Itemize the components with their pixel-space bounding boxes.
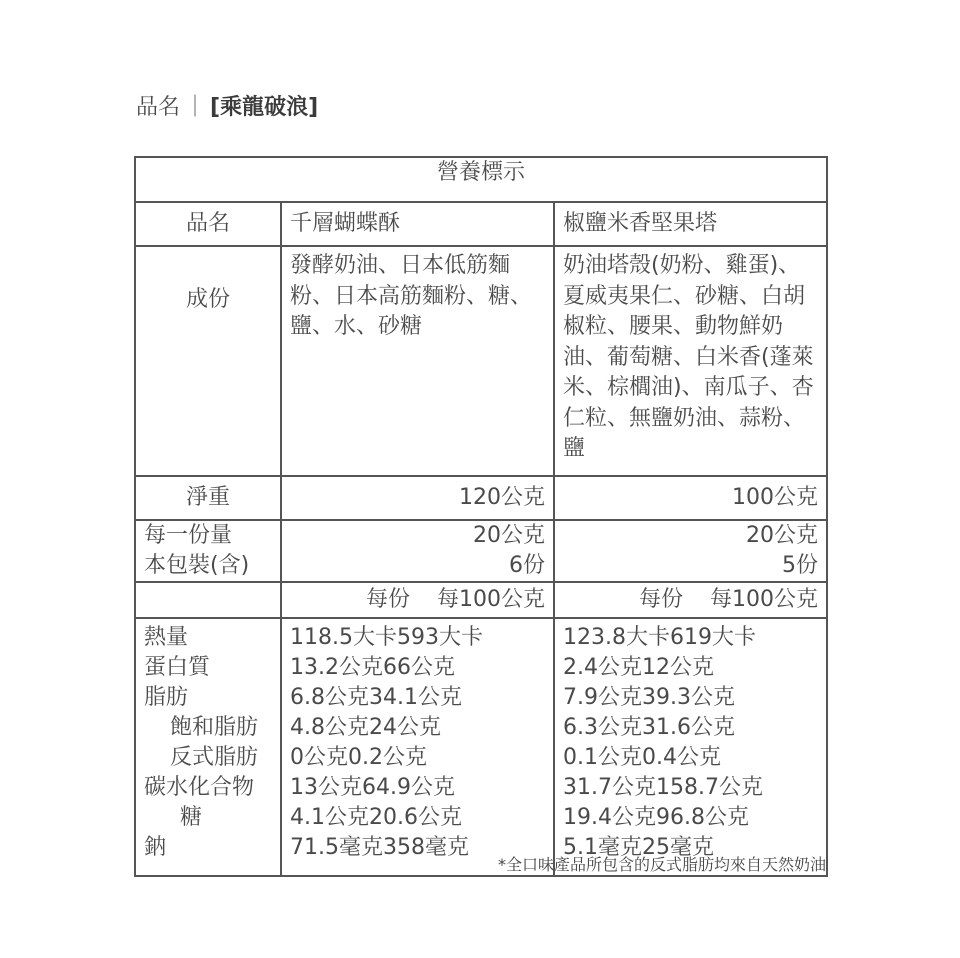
product-1-portion-size: 20公克: [473, 523, 545, 548]
product-1-sugar-100: 20.6公克: [369, 805, 462, 830]
product-2-sodium-serving: 5.1毫克: [563, 835, 642, 860]
product-2-nutrients: [554, 618, 827, 876]
portion-labels: [135, 520, 281, 582]
table-row: [563, 773, 818, 803]
product-2-fat-serving: 7.9公克: [563, 685, 642, 710]
nutrition-table: [134, 156, 828, 877]
product-2-trans-fat-serving: 0.1公克: [563, 745, 642, 770]
product-2-colheads: [554, 582, 827, 618]
product-1-carbohydrate-100: 64.9公克: [362, 775, 455, 800]
product-2-portion-size: 20公克: [746, 523, 819, 548]
ingredients-label: 成份: [135, 246, 281, 476]
table-row: [563, 713, 818, 743]
portion-count-label: 本包裝(含): [144, 553, 250, 578]
product-2-ingredients: [554, 246, 827, 476]
product-2-portion-count: 5份: [782, 553, 819, 578]
product-1-protein-100: 66公克: [383, 655, 455, 680]
product-2-protein-serving: 2.4公克: [563, 655, 642, 680]
nutrient-label-sugar: 糖: [180, 805, 203, 830]
product-2-saturated-fat-100: 31.6公克: [642, 715, 735, 740]
product-2-energy-serving: 123.8大卡: [563, 625, 670, 650]
nutrient-label-saturated-fat: 飽和脂肪: [170, 715, 259, 740]
product-title-name: [乘龍破浪]: [210, 95, 319, 120]
product-1-sodium-100: 358毫克: [383, 835, 469, 860]
product-1-name: 千層蝴蝶酥: [281, 202, 554, 246]
product-1-protein-serving: 13.2公克: [290, 655, 383, 680]
product-2-trans-fat-100: 0.4公克: [642, 745, 721, 770]
product-1-carbohydrate-serving: 13公克: [290, 775, 362, 800]
product-2-fat-100: 39.3公克: [642, 685, 735, 710]
product-2-name: 椒鹽米香堅果塔: [554, 202, 827, 246]
table-row: [563, 743, 818, 773]
table-header: 營養標示: [135, 157, 827, 202]
product-2-energy-100: 619大卡: [669, 625, 756, 650]
product-1-net-weight: 120公克: [281, 476, 554, 520]
product-1-energy-100: 593大卡: [396, 625, 483, 650]
product-1-energy-serving: 118.5大卡: [290, 625, 397, 650]
table-row: [563, 803, 818, 833]
product-2-sugar-100: 96.8公克: [656, 805, 749, 830]
nutrient-label-sodium: 鈉: [144, 835, 167, 860]
title-separator: ｜: [184, 95, 207, 120]
product-1-portion-count: 6份: [509, 553, 545, 578]
table-row: [290, 773, 545, 803]
product-1-col-per-100: 每100公克: [437, 587, 545, 612]
portion-size-label: 每一份量: [144, 523, 233, 548]
table-row: [563, 653, 818, 683]
table-row: [290, 623, 545, 653]
product-2-saturated-fat-serving: 6.3公克: [563, 715, 642, 740]
product-1-portion: [281, 520, 554, 582]
product-2-protein-100: 12公克: [642, 655, 714, 680]
nutrient-label-trans-fat: 反式脂肪: [170, 745, 259, 770]
nutrient-labels: [135, 618, 281, 876]
table-row: [290, 653, 545, 683]
table-row: [563, 683, 818, 713]
product-1-col-per-serving: 每份: [365, 587, 410, 612]
net-weight-label: 淨重: [135, 476, 281, 520]
product-2-carbohydrate-100: 158.7公克: [656, 775, 763, 800]
product-1-fat-100: 34.1公克: [369, 685, 462, 710]
colhead-empty: [135, 582, 281, 618]
product-2-portion: [554, 520, 827, 582]
nutrient-label-energy: 熱量: [144, 625, 189, 650]
product-1-sugar-serving: 4.1公克: [290, 805, 369, 830]
table-row: [290, 713, 545, 743]
product-2-net-weight: 100公克: [554, 476, 827, 520]
product-2-carbohydrate-serving: 31.7公克: [563, 775, 656, 800]
product-title-label: 品名: [136, 95, 181, 120]
product-1-trans-fat-serving: 0公克: [290, 745, 348, 770]
product-1-nutrients: [281, 618, 554, 876]
table-row: [290, 683, 545, 713]
product-1-sodium-serving: 71.5毫克: [290, 835, 383, 860]
nutrient-label-fat: 脂肪: [144, 685, 189, 710]
product-1-ingredients: [281, 246, 554, 476]
product-2-sugar-serving: 19.4公克: [563, 805, 656, 830]
table-row: [563, 623, 818, 653]
product-1-fat-serving: 6.8公克: [290, 685, 369, 710]
product-2-col-per-serving: 每份: [638, 587, 683, 612]
product-2-col-per-100: 每100公克: [710, 587, 819, 612]
table-row: [290, 803, 545, 833]
table-row: [290, 743, 545, 773]
product-1-saturated-fat-100: 24公克: [369, 715, 441, 740]
product-1-ingredients-text: 發酵奶油、日本低筋麵粉、日本高筋麵粉、糖、鹽、水、砂糖: [290, 253, 533, 339]
product-1-colheads: [281, 582, 554, 618]
nutrient-label-protein: 蛋白質: [144, 655, 211, 680]
product-2-sodium-100: 25毫克: [642, 835, 714, 860]
name-label: 品名: [135, 202, 281, 246]
product-title-line: [136, 90, 318, 121]
product-2-ingredients-text: 奶油塔殼(奶粉、雞蛋)、夏威夷果仁、砂糖、白胡椒粒、腰果、動物鮮奶油、葡萄糖、白米香(蓬萊米、棕櫚油)、南瓜子、杏仁粒、無鹽奶油、蒜粉、鹽: [563, 253, 814, 461]
product-1-trans-fat-100: 0.2公克: [348, 745, 427, 770]
nutrient-label-carbohydrate: 碳水化合物: [144, 775, 255, 800]
product-1-saturated-fat-serving: 4.8公克: [290, 715, 369, 740]
footnote: *全口味產品所包含的反式脂肪均來自天然奶油: [497, 855, 826, 874]
